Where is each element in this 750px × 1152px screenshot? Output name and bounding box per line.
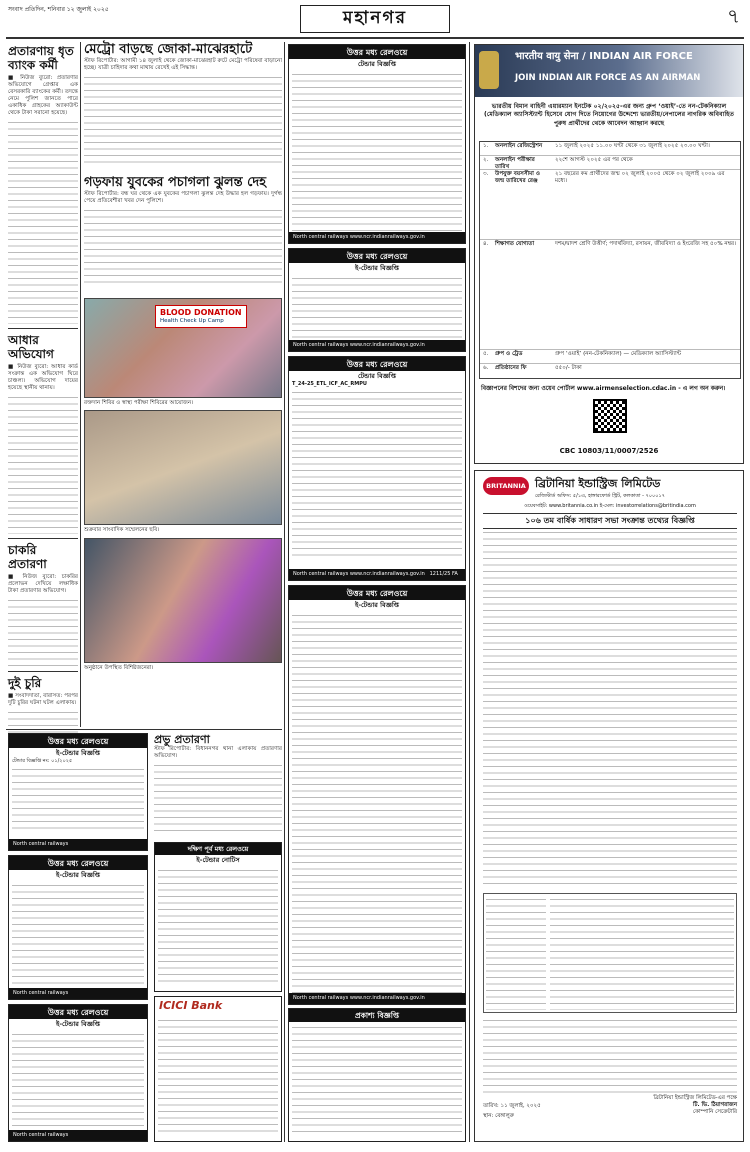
story-body: ■ সংবাদদাতা, বারাসত: পরপর দুটি চুরির ঘটনা ঘটল এলাকায়। bbox=[8, 692, 78, 706]
banner-text: BLOOD DONATION bbox=[160, 308, 242, 317]
notice-title: প্রকাশ্য বিজ্ঞপ্তি bbox=[289, 1009, 465, 1022]
story-headline: আধার অভিযোগ bbox=[8, 332, 54, 361]
tender-subtitle: ই-টেন্ডার নোটিস bbox=[196, 856, 240, 865]
tender-subtitle: টেন্ডার বিজ্ঞপ্তি bbox=[358, 60, 396, 68]
story-body: ■ নিউজ ব্যুরো: প্রতারণার অভিযোগে গ্রেপ্তার এক বেসরকারি ব্যাংকের কর্মী। তদন্তে নেমে পুলিশ জানতে পারে একাধিক গ্রাহকের অ্যাকাউন্ট থেকে টাকা সরানো হয়েছে। bbox=[8, 75, 78, 116]
britannia-notice bbox=[474, 470, 744, 1142]
story-headline: প্রভু প্রতারণা bbox=[154, 733, 210, 746]
britannia-logo: BRITANNIA bbox=[483, 477, 529, 495]
tender-footer: North central railways www.ncr.indianrailways.gov.in bbox=[289, 232, 465, 243]
tender-subtitle: ই-টেন্ডার বিজ্ঞপ্তি bbox=[354, 264, 400, 272]
story-text-block bbox=[8, 597, 78, 667]
company-contact: ওয়েবসাইট: www.britannia.co.in ই-মেল: investorrelations@britindia.com bbox=[524, 503, 696, 509]
company-address: রেজিস্টার্ড অফিস: ৫/১এ, হাঙ্গারফোর্ড স্ট্রিট, কলকাতা - ৭০০০১৭ bbox=[535, 493, 666, 499]
tender-footer: North central railways www.ncr.indianrailways.gov.in 1213/25 (A5) bbox=[9, 1130, 147, 1141]
masthead bbox=[0, 0, 750, 38]
notice-place: স্থান: বেঙ্গালুরু bbox=[483, 1113, 514, 1119]
ner-tender-notice bbox=[288, 585, 466, 1005]
tender-title: উত্তর মধ্য রেলওয়ে bbox=[289, 45, 465, 59]
iaf-recruitment-ad bbox=[474, 44, 744, 464]
tender-title: দক্ষিণ পূর্ব মধ্য রেলওয়ে bbox=[155, 843, 281, 855]
icici-notice bbox=[154, 996, 282, 1142]
iaf-name-english: INDIAN AIR FORCE bbox=[589, 51, 693, 62]
blood-donation-photo bbox=[84, 298, 282, 398]
tender-notice-no: টেন্ডার বিজ্ঞপ্তি নং: ০১/২০২৫ bbox=[12, 758, 73, 765]
ncr-tender-notice-2 bbox=[8, 855, 148, 1000]
masthead-rule bbox=[6, 37, 744, 39]
notice-body bbox=[483, 529, 737, 889]
tender-title: উত্তর মধ্য রেলওয়ে bbox=[9, 734, 147, 748]
press-meet-photo bbox=[84, 410, 282, 525]
ser-tender-notice bbox=[154, 842, 282, 992]
tender-footer: North central railways www.ncr.indianrailways.gov.in 1211/25 FA bbox=[289, 569, 465, 580]
story-body: স্টাফ রিপোর্টার: আগামী ১৪ জুলাই থেকে জোকা-মাঝেরহাট রুটে মেট্রো পরিষেবা বাড়ানো হচ্ছে। যাত্রী চাহিদার কথা মাথায় রেখেই এই সিদ্ধান্ত। bbox=[84, 58, 282, 71]
tender-title: উত্তর মধ্য রেলওয়ে bbox=[289, 357, 465, 371]
iaf-tagline: JOIN INDIAN AIR FORCE AS AN AIRMAN bbox=[515, 73, 701, 83]
tender-title: উত্তর মধ্য রেলওয়ে bbox=[9, 856, 147, 870]
iaf-name-hindi: भारतीय वायु सेना bbox=[515, 51, 579, 62]
ncr-tender-notice-3 bbox=[8, 1004, 148, 1149]
tender-subtitle: ই-টেন্ডার বিজ্ঞপ্তি bbox=[55, 1020, 101, 1028]
photo-caption: রক্তদান শিবির ও স্বাস্থ্য পরীক্ষা শিবিরের আয়োজন। bbox=[84, 400, 194, 406]
qr-code-icon[interactable] bbox=[593, 399, 627, 433]
tender-subtitle: টেন্ডার বিজ্ঞপ্তি bbox=[358, 372, 396, 380]
garfa-story bbox=[84, 175, 282, 295]
section-title: মহানগর bbox=[300, 5, 450, 33]
notice-info-table bbox=[483, 893, 737, 1013]
tender-code: 1213/25 (A5) bbox=[92, 1143, 126, 1149]
ncr-tender-notice-5 bbox=[288, 248, 466, 352]
photo-caption: অনুষ্ঠানে উপস্থিত বিশিষ্টজনেরা। bbox=[84, 665, 154, 671]
ncr-tender-notice-4 bbox=[288, 44, 466, 244]
tender-footer: North central railways bbox=[9, 839, 147, 850]
company-name: ব্রিটানিয়া ইন্ডাস্ট্রিজ লিমিটেড bbox=[535, 477, 661, 490]
ncr-tender-notice-1 bbox=[8, 733, 148, 851]
tender-subtitle: ই-টেন্ডার বিজ্ঞপ্তি bbox=[55, 749, 101, 757]
story-headline: প্রতারণায় ধৃত ব্যাংক কর্মী bbox=[8, 44, 74, 72]
tender-title: উত্তর মধ্য রেলওয়ে bbox=[289, 586, 465, 600]
tender-code: 1211/25 FA bbox=[429, 571, 458, 577]
tender-reference: T_24-25_ETL_ICF_AC_RMPU bbox=[292, 381, 367, 388]
metro-story bbox=[84, 42, 282, 172]
story-body: স্টাফ রিপোর্টার: বন্ধ ঘর থেকে এক যুবকের পচাগলা ঝুলন্ত দেহ উদ্ধার হল গড়ফায়। দুর্গন্ধ পেয়ে প্রতিবেশীরা খবর দেন পুলিশে। bbox=[84, 191, 282, 204]
tender-subtitle: ই-টেন্ডার বিজ্ঞপ্তি bbox=[55, 871, 101, 879]
banner-subtext: Health Check Up Camp bbox=[160, 318, 224, 324]
iaf-website: বিজ্ঞাপনের বিশদের জন্য ওয়েব পোর্টাল www.airmenselection.cdac.in - এ লগ অন করুন। bbox=[481, 385, 726, 392]
story-headline: দুই চুরি bbox=[8, 675, 42, 690]
tender-title: উত্তর মধ্য রেলওয়ে bbox=[9, 1005, 147, 1019]
story-body: স্টাফ রিপোর্টার: বিধাননগর থানা এলাকায় প্রতারণার অভিযোগ। bbox=[154, 746, 282, 759]
fraud-story bbox=[154, 733, 282, 838]
iaf-intro: ভারতীয় বিমান বাহিনী এয়ারম্যান ইনটেক ০২/২০২৫-এর জন্য গ্রুপ ‘ওয়াই’-তে নন-টেকনিক্যাল (মেডিক্যাল অ্যাসিস্ট্যান্ট হিসেবে যোগ দিতে নিয়োগের উদ্দেশ্যে ভারতীয়/নেপালের নাগরিক অবিবাহিত পুরুষ প্রার্থীদের থেকে আবেদন আহ্বান করছে bbox=[484, 103, 734, 127]
page-number: ৭ bbox=[726, 4, 740, 28]
tender-footer: North central railways www.ncr.indianrailways.gov.in bbox=[289, 340, 465, 351]
story-body: ■ নিউজ ব্যুরো: চাকরির প্রলোভন দেখিয়ে লক্ষাধিক টাকা প্রতারণার অভিযোগ। bbox=[8, 573, 78, 594]
story-body: ■ নিউজ ব্যুরো: আধার কার্ড সংক্রান্ত এক অভিযোগ ঘিরে চাঞ্চল্য। অভিযোগ দায়ের হয়েছে স্থানীয় থানায়। bbox=[8, 363, 78, 391]
story-headline: মেট্রো বাড়ছে জোকা-মাঝেরহাটে bbox=[84, 42, 253, 57]
photo-caption: শুক্রবার সাংবাদিক সম্মেলনের ছবি। bbox=[84, 527, 160, 533]
notice-title: ১০৬ তম বার্ষিক সাধারণ সভা সংক্রান্ত তথ্যের বিজ্ঞপ্তি bbox=[483, 513, 737, 529]
tender-subtitle: ই-টেন্ডার বিজ্ঞপ্তি bbox=[354, 601, 400, 609]
story-headline: চাকরি প্রতারণা bbox=[8, 542, 47, 571]
iaf-crest-icon bbox=[479, 51, 499, 89]
story-text-block bbox=[8, 394, 78, 534]
notice-signature: ব্রিটানিয়া ইন্ডাস্ট্রিজ লিমিটেড-এর পক্ষে টি. ভি. ঠিয়াগরাজন কোম্পানি সেক্রেটারি bbox=[653, 1095, 737, 1115]
story-text-block bbox=[8, 119, 78, 324]
left-news-column bbox=[8, 44, 78, 729]
dateline: সংবাদ প্রতিদিন, শনিবার ১২ জুলাই ২০২৫ bbox=[8, 6, 109, 13]
tender-footer: North central railways www.ncr.indianrailways.gov.in bbox=[289, 993, 465, 1004]
notice-date: তারিখ: ১১ জুলাই, ২০২৫ bbox=[483, 1103, 541, 1109]
event-photo bbox=[84, 538, 282, 663]
story-text-block bbox=[84, 74, 282, 164]
iaf-banner: भारतीय वायु सेना / INDIAN AIR FORCE JOIN INDIAN AIR FORCE AS AN AIRMAN bbox=[475, 45, 743, 97]
notice-body-continued bbox=[483, 1017, 737, 1097]
icici-logo: ICICI Bank bbox=[159, 999, 223, 1012]
story-headline: গড়ফায় যুবকের পচাগলা ঝুলন্ত দেহ bbox=[84, 175, 267, 190]
iaf-details-table: ১. অনলাইন রেজিস্ট্রেশন ১১ জুলাই ২০২৫ ১১.০০ ঘণ্টা থেকে ৩১ জুলাই ২০২৫ ২৩.০০ ঘণ্টা। ২. অনলাইন পরীক্ষার তারিখ ২২শে আগস্ট ২০২৫ এর পর থেকে ৩. উপযুক্ত বয়সসীমা ও জন্ম তারিখের রেঞ্জ ২১ বছরের কম প্রার্থীদের জন্ম ০২ জুলাই ২০০৫ থেকে ০২ জুলাই ২০০৯ এর মধ্যে। ৪. শিক্ষাগত যোগ্যতা দশম/দ্বাদশ শ্রেণি উত্তীর্ণ; পদার্থবিদ্যা, রসায়ন, জীববিদ্যা ও ইংরেজি সহ ৫০% নম্বর। ৫. গ্রুপ ও ট্রেড গ্রুপ ‘ওয়াই’ (নন-টেকনিক্যাল) — মেডিক্যাল অ্যাসিস্ট্যান্ট ৬. প্রতিষ্ঠানের ফি ৫৫০/- টাকা bbox=[479, 141, 741, 379]
public-notice bbox=[288, 1008, 466, 1142]
tender-title: উত্তর মধ্য রেলওয়ে bbox=[289, 249, 465, 263]
tender-footer: North central railways bbox=[9, 988, 147, 999]
iaf-code: CBC 10803/11/0007/2526 bbox=[559, 447, 659, 455]
story-text-block bbox=[84, 207, 282, 287]
ncr-tender-notice-6 bbox=[288, 356, 466, 581]
